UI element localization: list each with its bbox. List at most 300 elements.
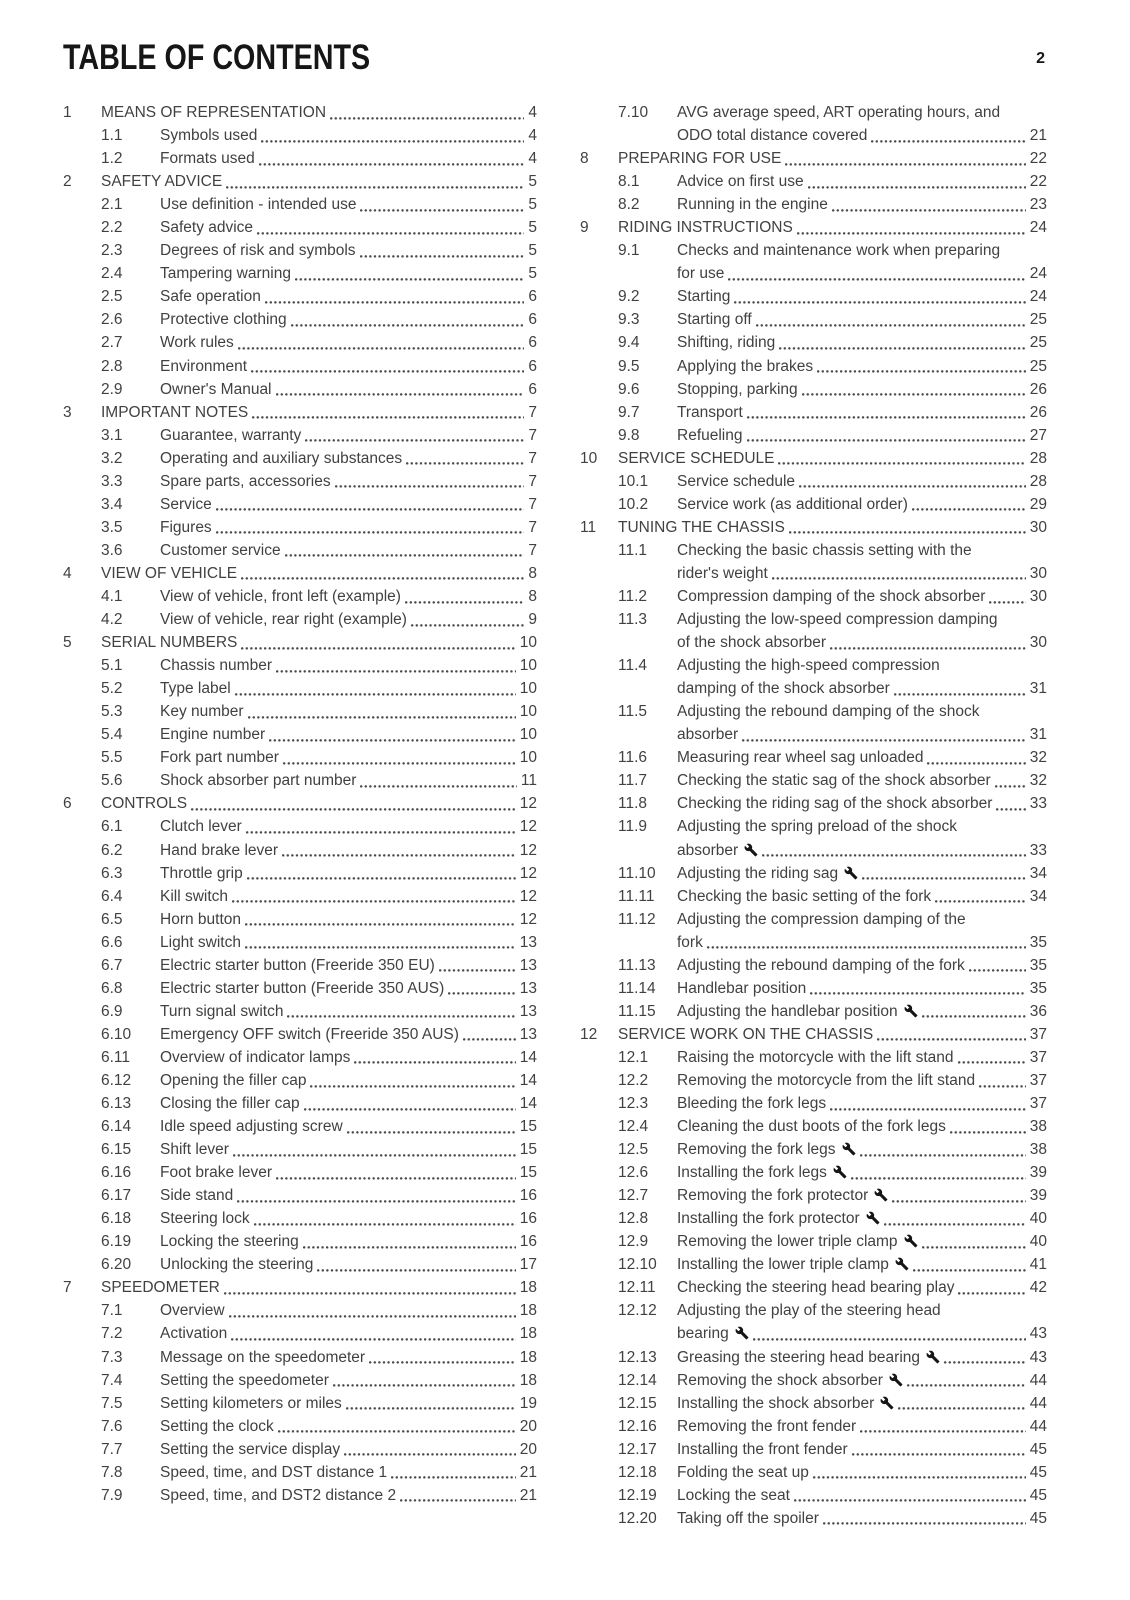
toc-entry-number: 2.3 (101, 242, 123, 260)
toc-entry-line (677, 1461, 1047, 1484)
dot-leader (256, 216, 525, 239)
toc-entry-title: Transport (677, 403, 743, 421)
toc-entry-number: 12.15 (618, 1394, 657, 1412)
toc-section-entry (63, 516, 537, 539)
toc-entry-number: 10.2 (618, 495, 649, 513)
dot-leader (215, 493, 526, 516)
toc-section-entry (580, 539, 1047, 585)
toc-entry-title: Stopping, parking (677, 380, 798, 398)
toc-column-right (580, 101, 1047, 1530)
toc-entry-title: Clutch lever (160, 818, 242, 836)
toc-entry-number: 3.2 (101, 449, 123, 467)
toc-section-entry (63, 608, 537, 631)
toc-entry-title: Adjusting the handlebar position (677, 1000, 918, 1023)
toc-entry-title: Service schedule (677, 472, 796, 490)
toc-entry-content (160, 1438, 537, 1461)
toc-section-entry (63, 124, 537, 147)
dot-leader (906, 1369, 1027, 1392)
toc-entry-number: 9.1 (618, 242, 640, 260)
toc-entry-page: 12 (519, 887, 537, 905)
toc-entry-title: Checking the basic chassis setting with the (677, 541, 972, 559)
toc-entry-line (160, 585, 537, 608)
dot-leader (245, 815, 517, 838)
toc-entry-content (160, 931, 537, 954)
toc-entry-line (160, 885, 537, 908)
dot-leader (231, 885, 517, 908)
toc-entry-content (160, 1369, 537, 1392)
toc-section-entry (580, 1207, 1047, 1230)
toc-entry-page: 21 (519, 1463, 537, 1481)
toc-entry-number: 3.5 (101, 518, 123, 536)
toc-section-entry (63, 1184, 537, 1207)
toc-entry-number: 2.8 (101, 357, 123, 375)
toc-entry-number: 6.13 (101, 1095, 132, 1113)
toc-entry-page: 15 (519, 1141, 537, 1159)
toc-entry-content (677, 1230, 1047, 1253)
toc-entry-content (101, 631, 537, 654)
toc-entry-number: 7.10 (618, 104, 649, 121)
toc-entry-number: 5.6 (101, 772, 123, 790)
toc-section-entry (63, 1069, 537, 1092)
toc-entry-line (677, 470, 1047, 493)
toc-entry-line (160, 193, 537, 216)
toc-entry-content (160, 1392, 537, 1415)
toc-entry-number: 6.9 (101, 1002, 123, 1020)
toc-entry-page: 7 (528, 472, 537, 490)
toc-entry-page: 12 (519, 864, 537, 882)
dot-leader (282, 746, 517, 769)
toc-entry-line (160, 1046, 537, 1069)
dot-leader (234, 677, 517, 700)
dot-leader (995, 792, 1026, 815)
toc-entry-line (160, 308, 537, 331)
toc-chapter-entry (580, 516, 1047, 539)
dot-leader (706, 931, 1027, 954)
toc-entry-number: 6.6 (101, 933, 123, 951)
toc-entry-number: 12.18 (618, 1463, 657, 1481)
toc-entry-page: 43 (1029, 1325, 1047, 1343)
toc-entry-page: 18 (519, 1325, 537, 1343)
toc-entry-content (677, 1392, 1047, 1415)
toc-entry-number: 6.15 (101, 1141, 132, 1159)
toc-entry-page: 6 (528, 311, 537, 329)
toc-entry-page: 26 (1029, 380, 1047, 398)
toc-entry-content (677, 908, 1047, 954)
toc-entry-line (677, 815, 1047, 838)
toc-entry-number: 5.3 (101, 703, 123, 721)
toc-entry-line (160, 1230, 537, 1253)
toc-entry-page: 4 (528, 127, 537, 145)
toc-entry-title: Use definition - intended use (160, 196, 357, 214)
toc-entry-number: 11.6 (618, 749, 648, 767)
toc-entry-page: 10 (519, 634, 537, 652)
toc-entry-number: 2.4 (101, 265, 123, 283)
toc-entry-content (677, 1415, 1047, 1438)
toc-entry-line (160, 839, 537, 862)
toc-entry-number: 11.3 (618, 611, 648, 629)
toc-entry-line (618, 1023, 1047, 1046)
toc-chapter-entry (63, 401, 537, 424)
toc-entry-number: 11.8 (618, 795, 648, 813)
toc-entry-page: 23 (1029, 196, 1047, 214)
toc-entry-page: 5 (528, 265, 537, 283)
dot-leader (359, 239, 526, 262)
toc-entry-page: 17 (519, 1256, 537, 1274)
toc-entry-page: 10 (519, 749, 537, 767)
toc-entry-content (160, 815, 537, 838)
toc-section-entry (63, 539, 537, 562)
toc-section-entry (580, 170, 1047, 193)
dot-leader (304, 424, 525, 447)
toc-entry-title: Shock absorber part number (160, 772, 357, 790)
toc-entry-content (677, 1484, 1047, 1507)
toc-entry-content (677, 654, 1047, 700)
toc-entry-title: Removing the fork protector (677, 1184, 888, 1207)
dot-leader (897, 1392, 1026, 1415)
toc-entry-title: Checks and maintenance work when preparing (677, 242, 1001, 260)
toc-entry-title: Adjusting the compression damping of the (677, 910, 966, 928)
toc-entry-line (677, 1230, 1047, 1253)
toc-entry-number: 6.2 (101, 841, 123, 859)
toc-section-entry (63, 470, 537, 493)
toc-entry-line (677, 1299, 1047, 1322)
toc-entry-title: Tampering warning (160, 265, 291, 283)
toc-entry-page: 45 (1029, 1486, 1047, 1504)
toc-entry-page: 15 (519, 1118, 537, 1136)
toc-entry-content (160, 908, 537, 931)
toc-entry-number: 4.1 (101, 587, 123, 605)
dot-leader (230, 1322, 517, 1345)
toc-entry-title: Service work (as additional order) (677, 495, 908, 513)
toc-entry-page: 13 (519, 956, 537, 974)
toc-entry-number: 5.5 (101, 749, 123, 767)
toc-entry-number: 2.6 (101, 311, 123, 329)
toc-entry-content (160, 1069, 537, 1092)
toc-section-entry (580, 1369, 1047, 1392)
toc-entry-page: 6 (528, 357, 537, 375)
toc-entry-title: Opening the filler cap (160, 1071, 307, 1089)
toc-entry-content (160, 585, 537, 608)
toc-entry-title: Protective clothing (160, 311, 287, 329)
toc-entry-line (677, 262, 1047, 285)
toc-entry-title: Starting off (677, 311, 752, 329)
toc-section-entry (63, 1138, 537, 1161)
toc-entry-title: Unlocking the steering (160, 1256, 314, 1274)
toc-entry-title: Side stand (160, 1187, 234, 1205)
toc-entry-page: 13 (519, 1025, 537, 1043)
toc-chapter-entry (580, 147, 1047, 170)
toc-section-entry (63, 1438, 537, 1461)
toc-entry-page: 36 (1029, 1002, 1047, 1020)
toc-entry-number: 9.6 (618, 380, 640, 398)
toc-entry-line (677, 585, 1047, 608)
toc-entry-page: 35 (1029, 956, 1047, 974)
dot-leader (784, 147, 1026, 170)
dot-leader (850, 1161, 1027, 1184)
toc-entry-number: 7.8 (101, 1463, 123, 1481)
toc-entry-content (160, 977, 537, 1000)
toc-entry-number: 7.7 (101, 1440, 123, 1458)
toc-entry-number: 11.12 (618, 910, 656, 928)
toc-section-entry (63, 424, 537, 447)
toc-entry-title: fork (677, 933, 703, 951)
wrench-icon (844, 866, 858, 880)
toc-entry-content (677, 1369, 1047, 1392)
toc-entry-content (160, 1046, 537, 1069)
toc-entry-content (160, 1092, 537, 1115)
wrench-icon (880, 1396, 894, 1410)
toc-section-entry (580, 1392, 1047, 1415)
toc-entry-page: 13 (519, 933, 537, 951)
toc-entry-number: 11.10 (618, 864, 656, 882)
toc-entry-content (618, 1023, 1047, 1046)
toc-entry-content (101, 401, 537, 424)
toc-entry-page: 32 (1029, 772, 1047, 790)
toc-entry-title: IMPORTANT NOTES (101, 403, 249, 421)
toc-chapter-entry (63, 792, 537, 815)
toc-section-entry (63, 447, 537, 470)
toc-entry-line (160, 815, 537, 838)
dot-leader (761, 839, 1027, 862)
toc-entry-line (618, 216, 1047, 239)
toc-section-entry (63, 239, 537, 262)
toc-section-entry (580, 908, 1047, 954)
toc-entry-line (677, 1207, 1047, 1230)
wrench-icon (904, 1234, 918, 1248)
toc-entry-number: 6.7 (101, 956, 123, 974)
toc-entry-title: Installing the fork protector (677, 1207, 880, 1230)
toc-entry-line (677, 1507, 1047, 1530)
toc-entry-number: 6.3 (101, 864, 123, 882)
toc-entry-title: Removing the shock absorber (677, 1369, 903, 1392)
toc-entry-page: 22 (1029, 173, 1047, 191)
toc-entry-number: 3.6 (101, 541, 123, 559)
toc-entry-title: View of vehicle, front left (example) (160, 587, 401, 605)
toc-entry-number: 9.5 (618, 357, 640, 375)
dot-leader (801, 378, 1027, 401)
toc-entry-line (677, 608, 1047, 631)
toc-entry-number: 3 (63, 403, 72, 421)
dot-leader (891, 1184, 1026, 1207)
dot-leader (746, 401, 1027, 424)
toc-entry-number: 11.4 (618, 657, 648, 675)
dot-leader (752, 1322, 1027, 1345)
toc-section-entry (63, 677, 537, 700)
toc-section-entry (63, 1369, 537, 1392)
toc-entry-line (677, 1253, 1047, 1276)
toc-entry-page: 16 (519, 1187, 537, 1205)
toc-entry-line (160, 1461, 537, 1484)
toc-entry-content (677, 355, 1047, 378)
toc-entry-number: 6.11 (101, 1048, 131, 1066)
table-of-contents (63, 101, 1047, 1530)
toc-entry-title: Adjusting the riding sag (677, 862, 858, 885)
toc-entry-line (677, 493, 1047, 516)
toc-entry-content (618, 447, 1047, 470)
toc-entry-page: 16 (519, 1233, 537, 1251)
toc-section-entry (63, 1092, 537, 1115)
toc-entry-number: 11.13 (618, 956, 656, 974)
toc-entry-number: 2 (63, 173, 72, 191)
toc-entry-line (618, 516, 1047, 539)
toc-entry-number: 4.2 (101, 611, 123, 629)
toc-section-entry (63, 378, 537, 401)
toc-entry-content (160, 885, 537, 908)
toc-entry-page: 30 (1029, 564, 1047, 582)
toc-section-entry (580, 355, 1047, 378)
toc-section-entry (580, 1069, 1047, 1092)
toc-entry-title: Measuring rear wheel sag unloaded (677, 749, 924, 767)
toc-entry-page: 22 (1029, 150, 1047, 168)
toc-entry-number: 12.4 (618, 1118, 649, 1136)
toc-entry-content (677, 1046, 1047, 1069)
toc-entry-title: Overview of indicator lamps (160, 1048, 351, 1066)
toc-entry-line (160, 1484, 537, 1507)
toc-section-entry (580, 792, 1047, 815)
toc-entry-page: 5 (528, 219, 537, 237)
toc-entry-content (677, 1138, 1047, 1161)
toc-entry-title: Checking the static sag of the shock absorber (677, 772, 991, 790)
toc-entry-content (160, 1023, 537, 1046)
toc-entry-line (160, 908, 537, 931)
dot-leader (268, 723, 517, 746)
toc-entry-number: 8.1 (618, 173, 640, 191)
toc-entry-title: Compression damping of the shock absorber (677, 587, 986, 605)
dot-leader (462, 1023, 517, 1046)
toc-entry-line (677, 954, 1047, 977)
toc-entry-title: Overview (160, 1302, 225, 1320)
toc-entry-line (160, 516, 537, 539)
toc-entry-title: Adjusting the spring preload of the shock (677, 818, 958, 836)
toc-entry-page: 31 (1029, 726, 1047, 744)
toc-entry-page: 30 (1029, 587, 1047, 605)
toc-entry-line (160, 1161, 537, 1184)
toc-entry-number: 9.8 (618, 426, 640, 444)
dot-leader (934, 885, 1027, 908)
toc-entry-title: SPEEDOMETER (101, 1279, 220, 1297)
toc-entry-content (677, 1161, 1047, 1184)
toc-entry-number: 3.1 (101, 426, 123, 444)
toc-section-entry (580, 954, 1047, 977)
toc-entry-title: Turn signal switch (160, 1002, 284, 1020)
dot-leader (746, 424, 1027, 447)
toc-entry-line (677, 1138, 1047, 1161)
dot-leader (957, 1046, 1027, 1069)
dot-leader (390, 1461, 517, 1484)
toc-chapter-entry (63, 1276, 537, 1299)
toc-section-entry (63, 815, 537, 838)
toc-entry-content (677, 1438, 1047, 1461)
toc-entry-page: 16 (519, 1210, 537, 1228)
toc-entry-line (677, 654, 1047, 677)
dot-leader (275, 1161, 517, 1184)
toc-entry-number: 12.20 (618, 1509, 657, 1527)
toc-section-entry (63, 585, 537, 608)
toc-section-entry (63, 862, 537, 885)
dot-leader (316, 1253, 516, 1276)
toc-entry-page: 28 (1029, 472, 1047, 490)
dot-leader (215, 516, 526, 539)
toc-entry-number: 9.2 (618, 288, 640, 306)
wrench-icon (735, 1326, 749, 1340)
toc-section-entry (580, 608, 1047, 654)
dot-leader (368, 1346, 517, 1369)
toc-entry-content (160, 1484, 537, 1507)
toc-entry-title: CONTROLS (101, 795, 188, 813)
toc-entry-content (160, 1207, 537, 1230)
toc-entry-page: 10 (519, 657, 537, 675)
toc-entry-number: 7.6 (101, 1417, 123, 1435)
toc-entry-page: 44 (1029, 1417, 1047, 1435)
toc-entry-page: 6 (528, 380, 537, 398)
toc-column-left (63, 101, 537, 1530)
toc-entry-number: 2.7 (101, 334, 123, 352)
toc-entry-number: 6.14 (101, 1118, 132, 1136)
toc-section-entry (580, 1438, 1047, 1461)
toc-entry-number: 2.1 (101, 196, 123, 214)
wrench-icon (904, 1004, 918, 1018)
toc-entry-line (677, 1115, 1047, 1138)
dot-leader (264, 285, 526, 308)
toc-entry-number: 7.3 (101, 1348, 123, 1366)
toc-entry-title: Handlebar position (677, 979, 807, 997)
dot-leader (851, 1438, 1027, 1461)
dot-leader (223, 1276, 517, 1299)
toc-entry-title: Spare parts, accessories (160, 472, 331, 490)
toc-entry-content (160, 285, 537, 308)
toc-section-entry (580, 1138, 1047, 1161)
toc-entry-number: 1.1 (101, 127, 123, 145)
dot-leader (876, 1023, 1027, 1046)
toc-entry-title: Installing the front fender (677, 1440, 848, 1458)
toc-entry-title: Adjusting the high-speed compression (677, 657, 940, 675)
toc-entry-title: Speed, time, and DST2 distance 2 (160, 1486, 397, 1504)
toc-entry-page: 37 (1029, 1095, 1047, 1113)
toc-section-entry (580, 1092, 1047, 1115)
wrench-icon (842, 1142, 856, 1156)
toc-entry-number: 11.14 (618, 979, 656, 997)
toc-entry-page: 38 (1029, 1118, 1047, 1136)
toc-entry-number: 12.8 (618, 1210, 649, 1228)
toc-entry-line (677, 170, 1047, 193)
toc-entry-page: 44 (1029, 1371, 1047, 1389)
toc-section-entry (63, 769, 537, 792)
toc-entry-title: Adjusting the rebound damping of the shock (677, 703, 980, 721)
toc-entry-number: 5.2 (101, 680, 123, 698)
toc-entry-number: 7.1 (101, 1302, 123, 1320)
toc-section-entry (580, 700, 1047, 746)
toc-section-entry (63, 193, 537, 216)
toc-entry-line (677, 401, 1047, 424)
toc-section-entry (580, 378, 1047, 401)
toc-section-entry (580, 424, 1047, 447)
dot-leader (346, 1115, 517, 1138)
toc-section-entry (580, 977, 1047, 1000)
toc-entry-content (160, 1346, 537, 1369)
toc-entry-number: 12.9 (618, 1233, 649, 1251)
wrench-icon (744, 843, 758, 857)
toc-entry-title: MEANS OF REPRESENTATION (101, 104, 327, 121)
toc-entry-content (618, 516, 1047, 539)
toc-entry-content (618, 147, 1047, 170)
toc-entry-content (160, 308, 537, 331)
toc-entry-title: damping of the shock absorber (677, 680, 890, 698)
toc-entry-title: Electric starter button (Freeride 350 AUS) (160, 979, 445, 997)
toc-entry-content (677, 308, 1047, 331)
toc-entry-content (677, 746, 1047, 769)
toc-entry-page: 12 (519, 841, 537, 859)
toc-entry-content (160, 1230, 537, 1253)
